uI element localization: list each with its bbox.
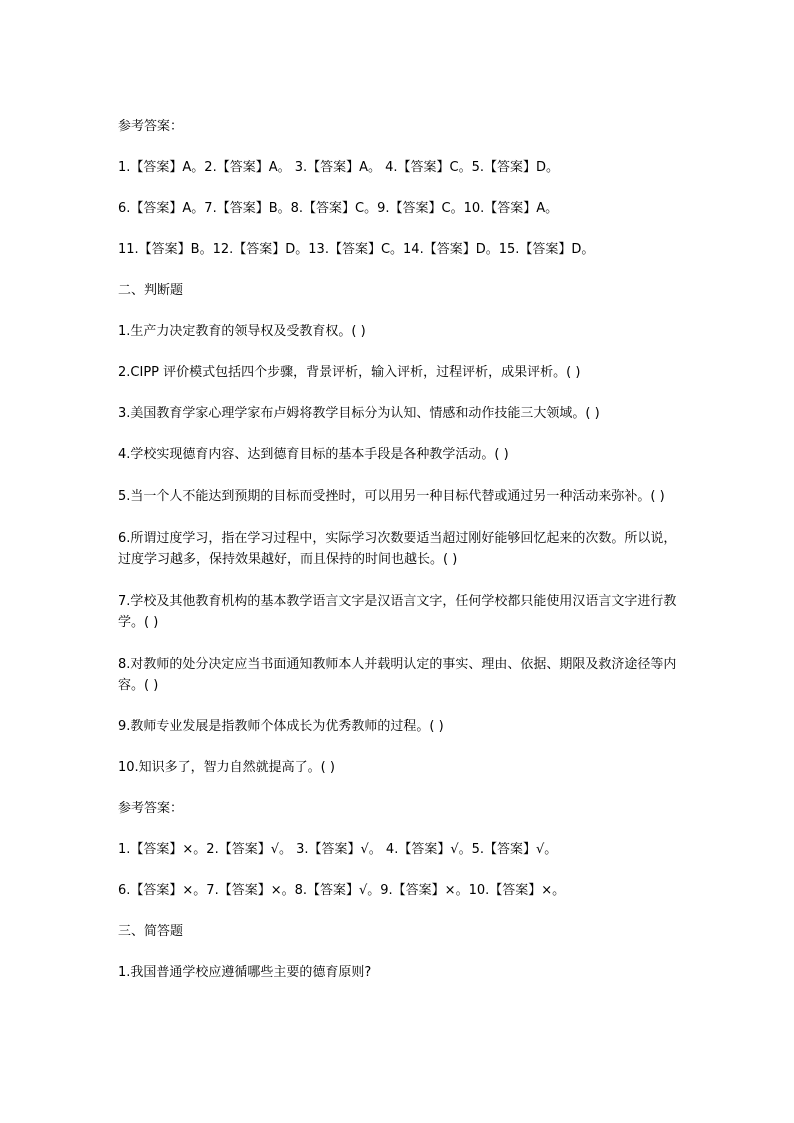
question-item: 5.当一个人不能达到预期的目标而受挫时，可以用另一种目标代替或通过另一种活动来弥补。( ) (118, 489, 665, 504)
question-item: 2.CIPP 评价模式包括四个步骤，背景评析，输入评析，过程评析，成果评析。( ) (118, 365, 581, 380)
question-item: 7.学校及其他教育机构的基本教学语言文字是汉语言文字，任何学校都只能使用汉语言文字进行教学。( ) (118, 594, 677, 630)
question-item: 9.教师专业发展是指教师个体成长为优秀教师的过程。( ) (118, 719, 444, 734)
question-item: 6.所谓过度学习，指在学习过程中，实际学习次数要适当超过刚好能够回忆起来的次数。所以说， 过度学习越多，保持效果越好，而且保持的时间也越长。( ) (118, 531, 681, 567)
answer-row: 1.【答案】×。2.【答案】√。 3.【答案】√。 4.【答案】√。5.【答案】√。 (118, 842, 558, 857)
question-item: 1.生产力决定教育的领导权及受教育权。( ) (118, 324, 366, 339)
question-item: 8.对教师的处分决定应当书面通知教师本人并载明认定的事实、理由、依据、期限及救济途径等内容。( ) (118, 657, 677, 693)
section2-answers-title: 参考答案： (118, 801, 184, 816)
document-page (118, 117, 681, 1004)
answer-row: 1.【答案】A。2.【答案】A。 3.【答案】A。 4.【答案】C。5.【答案】D。 (118, 160, 560, 175)
question-item: 4.学校实现德育内容、达到德育目标的基本手段是各种教学活动。( ) (118, 447, 509, 462)
answer-row: 6.【答案】×。7.【答案】×。8.【答案】√。9.【答案】×。10.【答案】×。 (118, 883, 566, 898)
question-item: 1.我国普通学校应遵循哪些主要的德育原则? (118, 965, 372, 980)
answer-row: 6.【答案】A。7.【答案】B。8.【答案】C。9.【答案】C。10.【答案】A。 (118, 201, 559, 216)
answer-row: 11.【答案】B。12.【答案】D。13.【答案】C。14.【答案】D。15.【答案】D。 (118, 242, 595, 257)
section1-answers-title: 参考答案： (118, 119, 184, 134)
question-item: 3.美国教育学家心理学家布卢姆将教学目标分为认知、情感和动作技能三大领域。( ) (118, 406, 600, 421)
section2-title: 二、判断题 (118, 283, 184, 298)
question-item: 10.知识多了，智力自然就提高了。( ) (118, 760, 335, 775)
section3-title: 三、简答题 (118, 924, 184, 939)
